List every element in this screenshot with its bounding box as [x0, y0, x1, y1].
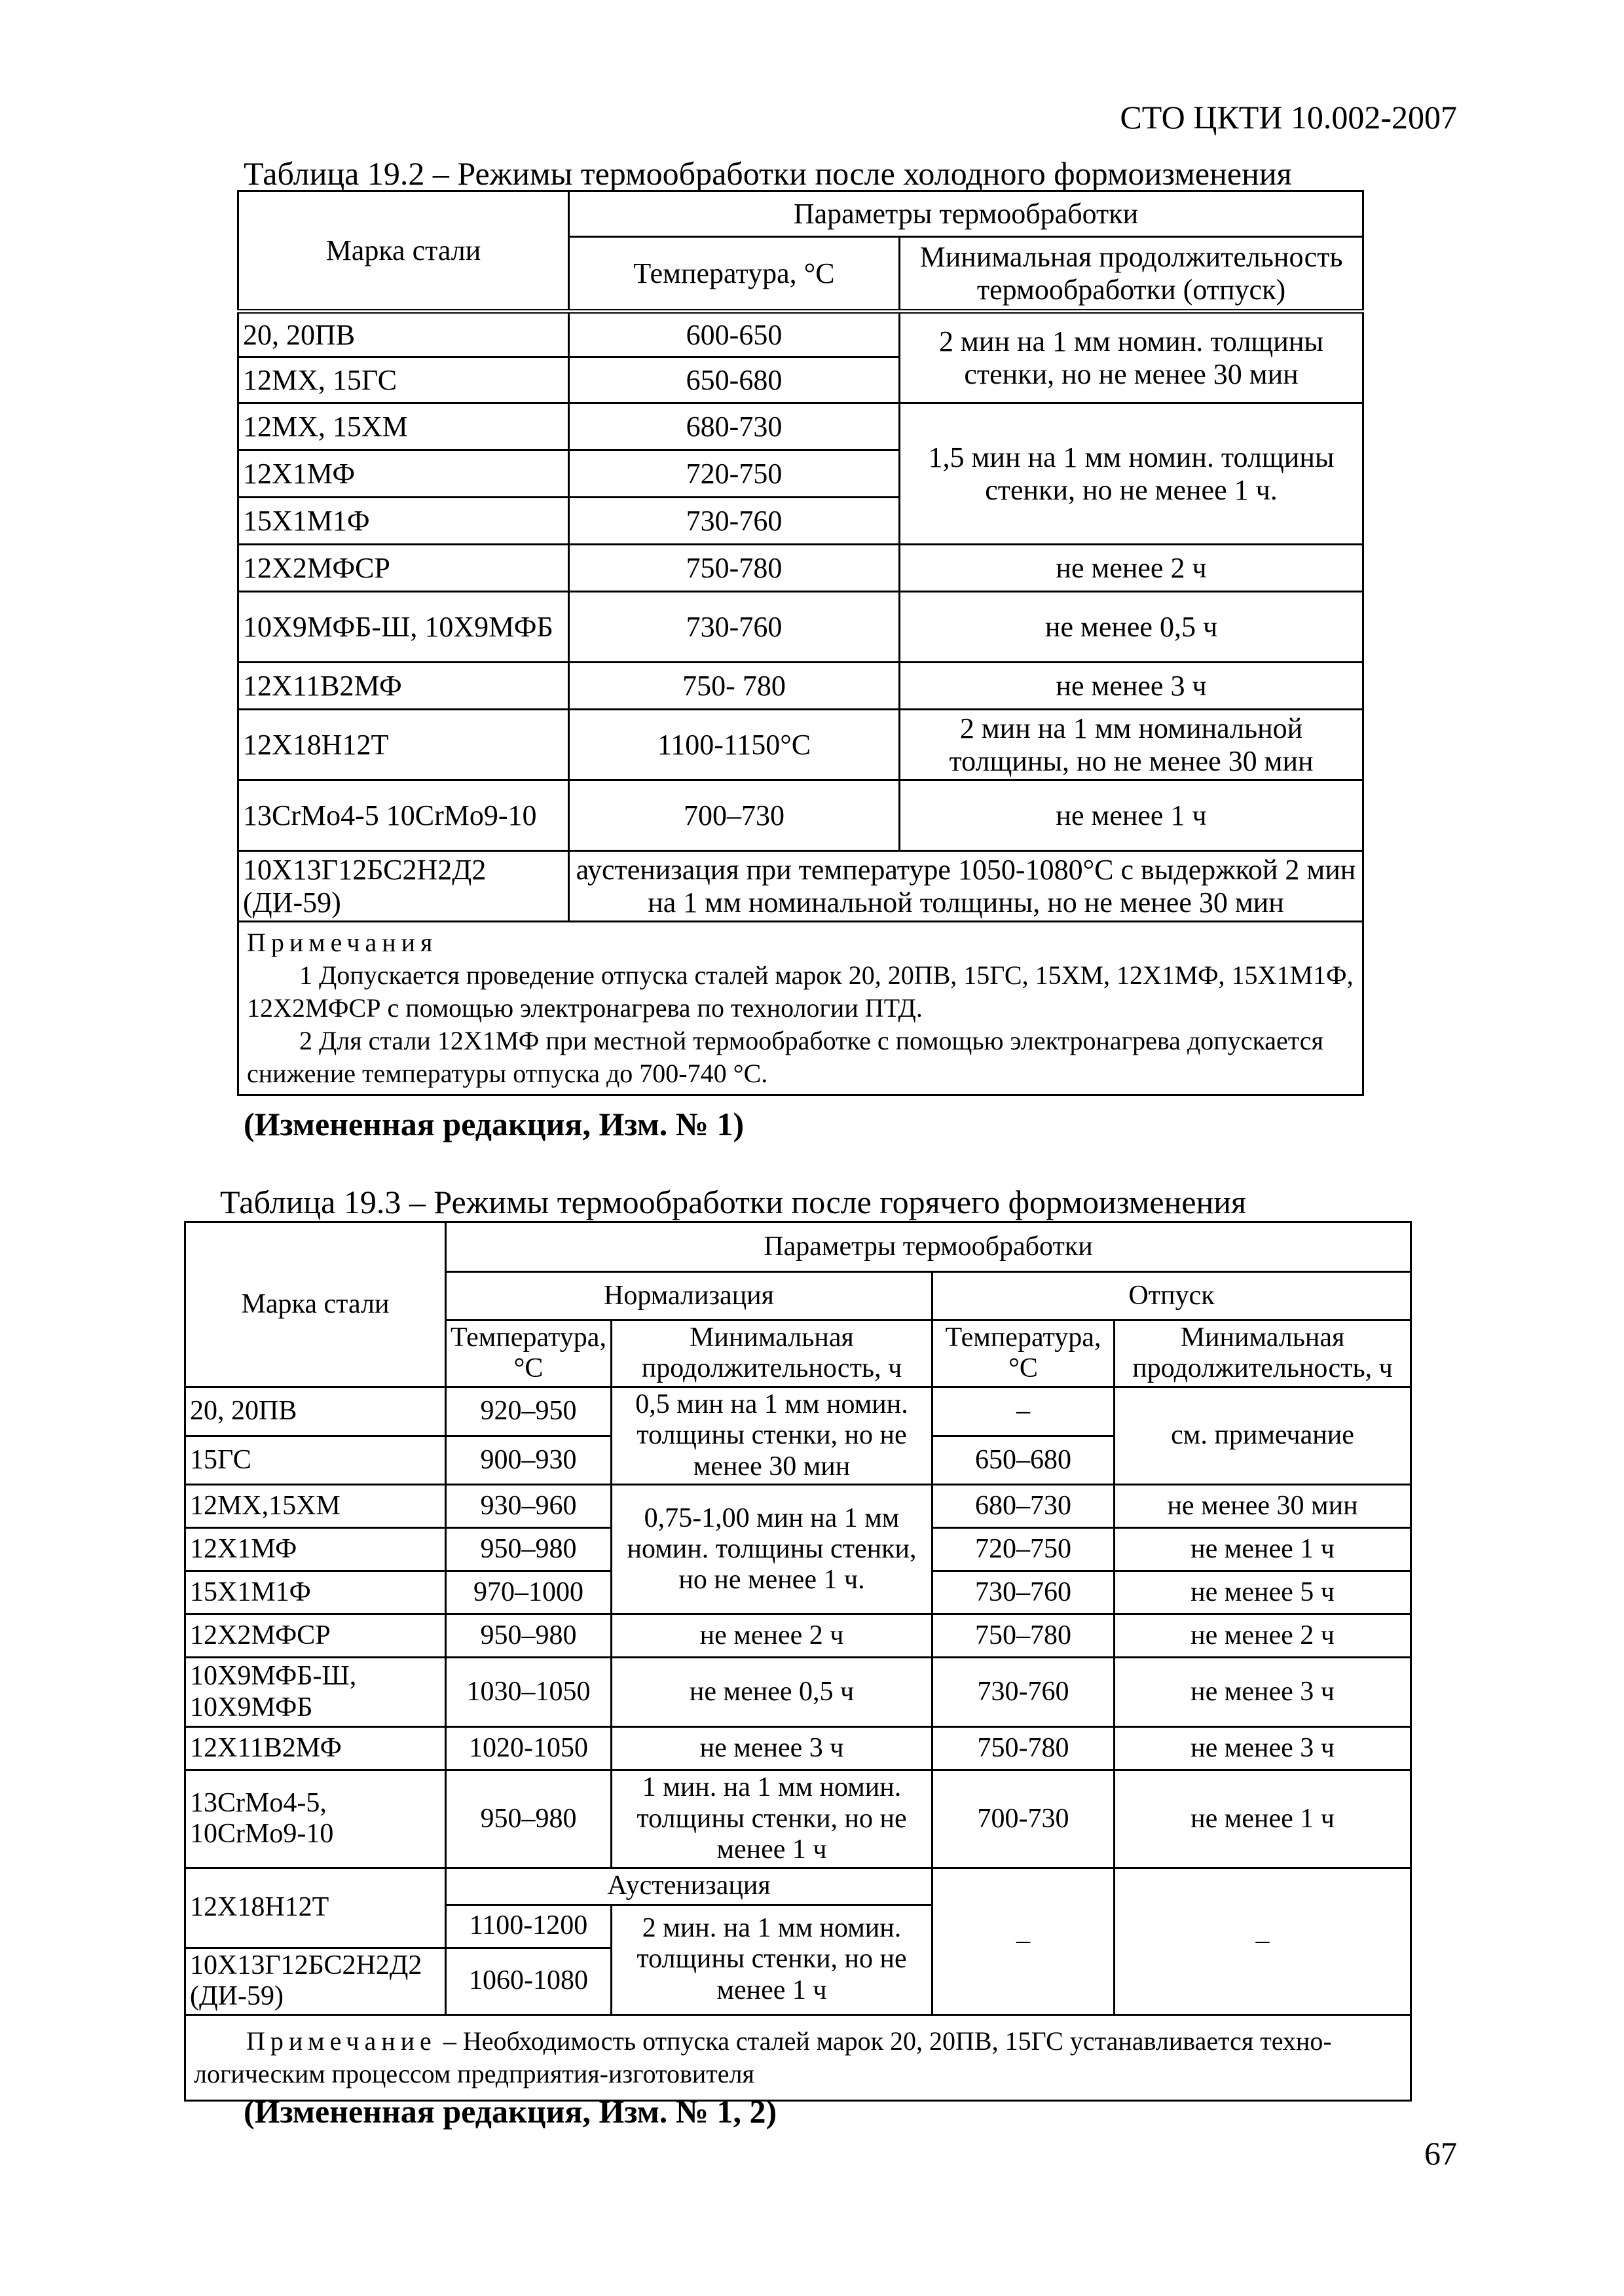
col-header-temper-duration: Минимальная продолжительность, ч	[1115, 1321, 1411, 1387]
temper-temperature: 680–730	[932, 1485, 1115, 1528]
steel-grade: 12Х1МФ	[238, 450, 569, 498]
table-row	[185, 1770, 1411, 1868]
norm-duration: не менее 2 ч	[612, 1614, 932, 1658]
norm-temperature: 970–1000	[446, 1571, 612, 1614]
temperature: 730-760	[569, 498, 900, 545]
col-header-temper-temp: Температура, °С	[932, 1321, 1115, 1387]
revision-note-2: (Измененная редакция, Изм. № 1, 2)	[244, 2093, 777, 2130]
norm-temperature: 950–980	[446, 1614, 612, 1658]
col-header-params: Параметры термообработки	[569, 191, 1363, 237]
duration: не менее 1 ч	[900, 780, 1363, 851]
norm-temperature: 1030–1050	[446, 1658, 612, 1727]
table-row	[238, 780, 1363, 851]
col-header-params: Параметры термообработки	[446, 1222, 1411, 1272]
table-row	[238, 663, 1363, 710]
notes-row	[185, 2014, 1411, 2100]
temper-temperature: 700-730	[932, 1770, 1115, 1868]
temper-duration: не менее 1 ч	[1115, 1528, 1411, 1571]
duration: не менее 2 ч	[900, 545, 1363, 592]
steel-grade: 15Х1М1Ф	[185, 1571, 446, 1614]
table2-caption: Таблица 19.3 – Режимы термообработки после горячего формоизменения	[220, 1184, 1247, 1220]
col-header-temp: Температура, °С	[569, 237, 900, 312]
steel-grade: 15ГС	[185, 1436, 446, 1485]
austenization-text: аустенизация при температуре 1050-1080°С с выдержкой 2 мин на 1 мм номинальной толщины, но не менее 30 мин	[569, 851, 1363, 922]
temperature: 730-760	[569, 592, 900, 663]
table-row	[185, 1485, 1411, 1528]
norm-duration: не менее 0,5 ч	[612, 1658, 932, 1727]
temper-duration: не менее 3 ч	[1115, 1658, 1411, 1727]
steel-grade: 13CrMo4-5 10CrMo9-10	[238, 780, 569, 851]
temperature: 720-750	[569, 450, 900, 498]
temper-temperature: 720–750	[932, 1528, 1115, 1571]
steel-grade: 10Х9МФБ-Ш, 10Х9МФБ	[238, 592, 569, 663]
steel-grade: 12Х18Н12Т	[185, 1868, 446, 1948]
table-row	[238, 545, 1363, 592]
temperature: 680-730	[569, 403, 900, 450]
table-row	[185, 1614, 1411, 1658]
norm-duration: 1 мин. на 1 мм номин. толщины стенки, но не менее 1 ч	[612, 1770, 932, 1868]
steel-grade: 20, 20ПВ	[185, 1387, 446, 1436]
norm-duration: не менее 3 ч	[612, 1727, 932, 1770]
norm-temperature: 950–980	[446, 1528, 612, 1571]
page-number: 67	[1424, 2135, 1457, 2172]
note-title: Примечание	[246, 2026, 437, 2056]
norm-temperature: 950–980	[446, 1770, 612, 1868]
table-row	[185, 1387, 1411, 1436]
norm-duration: 0,75-1,00 мин на 1 мм номин. толщины стенки, но не менее 1 ч.	[612, 1485, 932, 1614]
table-row	[185, 1727, 1411, 1770]
steel-grade: 12МХ,15ХМ	[185, 1485, 446, 1528]
steel-grade: 13CrMo4-5, 10CrMo9-10	[185, 1770, 446, 1868]
temper-duration: –	[1115, 1868, 1411, 2014]
revision-note-1: (Измененная редакция, Изм. № 1)	[244, 1106, 745, 1142]
steel-grade: 12МХ, 15ГС	[238, 357, 569, 403]
temper-duration: см. примечание	[1115, 1387, 1411, 1484]
temper-temperature: –	[932, 1868, 1115, 2014]
steel-grade: 10Х13Г12БС2Н2Д2 (ДИ-59)	[185, 1948, 446, 2014]
steel-grade: 12Х2МФСР	[238, 545, 569, 592]
temper-temperature: 650–680	[932, 1436, 1115, 1485]
col-header-tempering: Отпуск	[932, 1272, 1411, 1321]
col-header-steel: Марка стали	[238, 191, 569, 312]
steel-grade: 12МХ, 15ХМ	[238, 403, 569, 450]
table-19-3	[184, 1221, 1412, 2102]
steel-grade: 10Х9МФБ-Ш, 10Х9МФБ	[185, 1658, 446, 1727]
duration: 2 мин на 1 мм номин. толщины стенки, но не менее 30 мин	[900, 312, 1363, 403]
table-row	[238, 851, 1363, 922]
notes-title: Примечания	[247, 928, 438, 957]
duration: 1,5 мин на 1 мм номин. толщины стенки, но не менее 1 ч.	[900, 403, 1363, 545]
temperature: 750-780	[569, 545, 900, 592]
temperature: 700–730	[569, 780, 900, 851]
temper-duration: не менее 1 ч	[1115, 1770, 1411, 1868]
norm-temperature: 900–930	[446, 1436, 612, 1485]
norm-duration: 2 мин. на 1 мм номин. толщины стенки, но не менее 1 ч	[612, 1904, 932, 2014]
col-header-normalization: Нормализация	[446, 1272, 932, 1321]
col-header-duration: Минимальная продолжительность термообработки (отпуск)	[900, 237, 1363, 312]
steel-grade: 12Х1МФ	[185, 1528, 446, 1571]
temper-temperature: –	[932, 1387, 1115, 1436]
table-row	[185, 1658, 1411, 1727]
document-code: СТО ЦКТИ 10.002-2007	[1120, 99, 1457, 136]
table2-note	[185, 2014, 1411, 2100]
austenization-header: Аустенизация	[446, 1868, 932, 1904]
temperature: 600-650	[569, 312, 900, 357]
temperature: 750- 780	[569, 663, 900, 710]
note-2: 2 Для стали 12Х1МФ при местной термообработке с помощью электронагрева допускается снижение температуры отпуска до 700-740 °С.	[247, 1026, 1323, 1088]
table-row	[238, 312, 1363, 357]
temper-duration: не менее 30 мин	[1115, 1485, 1411, 1528]
temper-temperature: 730-760	[932, 1658, 1115, 1727]
temperature: 650-680	[569, 357, 900, 403]
table-row	[238, 403, 1363, 450]
norm-temperature: 1060-1080	[446, 1948, 612, 2014]
temper-duration: не менее 5 ч	[1115, 1571, 1411, 1614]
temperature: 1100-1150°С	[569, 710, 900, 780]
steel-grade: 12Х11В2МФ	[238, 663, 569, 710]
norm-temperature: 1020-1050	[446, 1727, 612, 1770]
table-row	[238, 592, 1363, 663]
notes-row	[238, 922, 1363, 1095]
norm-temperature: 920–950	[446, 1387, 612, 1436]
steel-grade: 12Х11В2МФ	[185, 1727, 446, 1770]
duration: не менее 3 ч	[900, 663, 1363, 710]
norm-temperature: 930–960	[446, 1485, 612, 1528]
norm-duration: 0,5 мин на 1 мм номин. толщины стенки, но не менее 30 мин	[612, 1387, 932, 1484]
steel-grade: 15Х1М1Ф	[238, 498, 569, 545]
temper-temperature: 730–760	[932, 1571, 1115, 1614]
table1-notes	[238, 922, 1363, 1095]
steel-grade: 10Х13Г12БС2Н2Д2 (ДИ-59)	[238, 851, 569, 922]
col-header-steel: Марка стали	[185, 1222, 446, 1387]
duration: 2 мин на 1 мм номинальной толщины, но не менее 30 мин	[900, 710, 1363, 780]
table1-caption: Таблица 19.2 – Режимы термообработки после холодного формоизменения	[244, 155, 1292, 192]
note-1: 1 Допускается проведение отпуска сталей марок 20, 20ПВ, 15ГС, 15ХМ, 12Х1МФ, 15Х1М1Ф, 12Х2МФСР с помощью электронагрева по технологии ПТД.	[247, 960, 1354, 1023]
temper-temperature: 750–780	[932, 1614, 1115, 1658]
temper-duration: не менее 3 ч	[1115, 1727, 1411, 1770]
duration: не менее 0,5 ч	[900, 592, 1363, 663]
steel-grade: 20, 20ПВ	[238, 312, 569, 357]
steel-grade: 12Х2МФСР	[185, 1614, 446, 1658]
table-row	[238, 710, 1363, 780]
steel-grade: 12Х18Н12Т	[238, 710, 569, 780]
norm-temperature: 1100-1200	[446, 1904, 612, 1948]
note-text: – Необходимость отпуска сталей марок 20, 20ПВ, 15ГС устанавливается технологическим процессом предприятия-изготовителя	[194, 2026, 1332, 2088]
col-header-norm-temp: Температура, °С	[446, 1321, 612, 1387]
col-header-norm-duration: Минимальная продолжительность, ч	[612, 1321, 932, 1387]
table-19-2	[237, 190, 1364, 1096]
temper-temperature: 750-780	[932, 1727, 1115, 1770]
temper-duration: не менее 2 ч	[1115, 1614, 1411, 1658]
